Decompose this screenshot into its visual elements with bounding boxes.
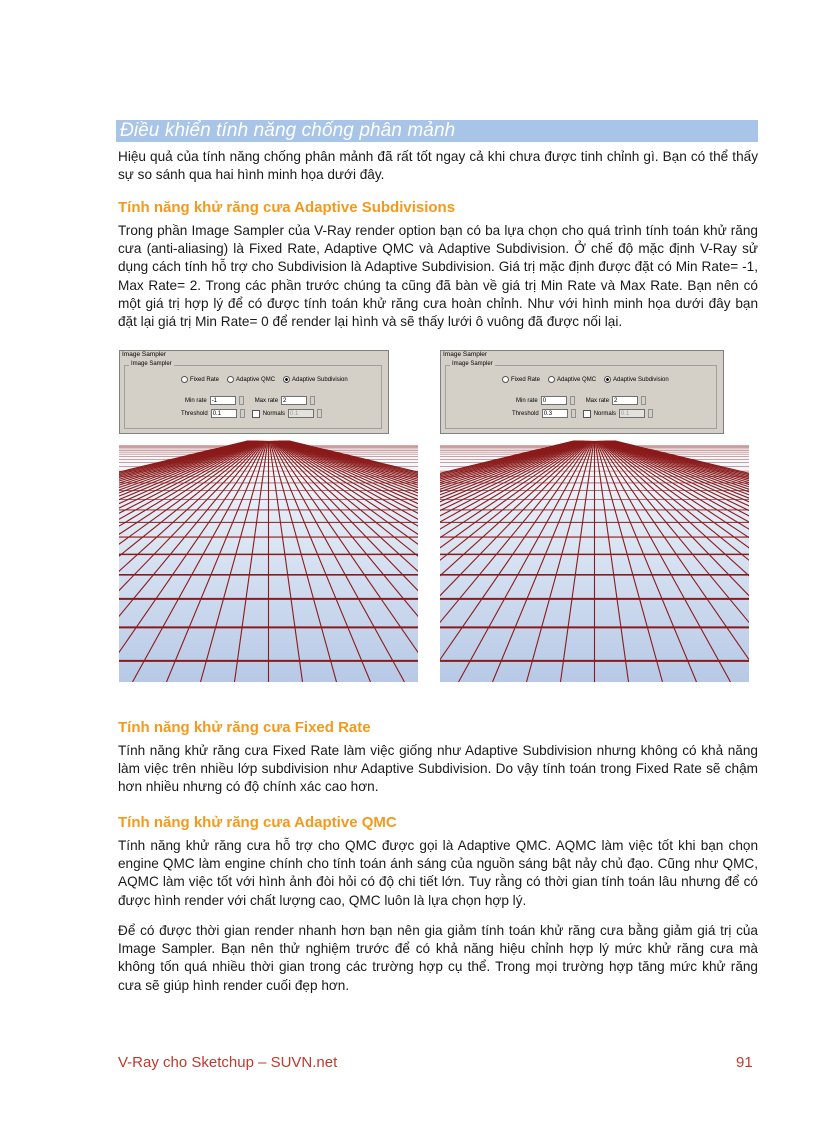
section-title: Điều khiển tính năng chống phân mảnh [120, 120, 456, 141]
image-sampler-group [445, 361, 717, 429]
min-rate-spinner[interactable] [570, 396, 575, 405]
fixed-rate-body: Tính năng khử răng cưa Fixed Rate làm việc giống như Adaptive Subdivision nhưng không có khả năng làm việc trên nhiều lớp subdivision như Adaptive Subdivision. Do vậy tính toán trong Fixed Rate sẽ chậm hơn nhiều nhưng có độ chính xác cao hơn. [118, 743, 758, 795]
max-rate-label: Max rate [254, 397, 279, 404]
threshold-input[interactable]: 0.3 [542, 409, 568, 418]
radio-adaptive-subdivision[interactable]: Adaptive Subdivision [604, 376, 669, 383]
threshold-input[interactable]: 0.1 [211, 409, 237, 418]
normals-input: 0.1 [288, 409, 314, 418]
radio-adaptive-subdivision[interactable]: Adaptive Subdivision [283, 376, 348, 383]
radio-adaptive-qmc[interactable]: Adaptive QMC [548, 376, 596, 383]
min-rate-label: Min rate [185, 397, 207, 404]
adaptive-subdivision-body: Trong phần Image Sampler của V-Ray render option bạn có ba lựa chọn cho quá trình tính toán khử răng cưa (anti-aliasing) là Fixed Rate, Adaptive QMC và Adaptive Subdivision. Ở chế độ mặc định V-Ray sử dụng cách tính hỗ trợ cho Subdivision là Adaptive Subdivision. Giá trị mặc định được đặt có Min Rate= -1, Max Rate= 2. Trong các phần trước chúng ta cũng đã bàn về giá trị Min Rate và Max Rate. Bạn nên có một giá trị hợp lý để có được tính toán khử răng cưa hoàn chỉnh. Như với hình minh họa dưới đây bạn đặt lại giá trị Min Rate= 0 để render lại hình và sẽ thấy lưới ô vuông đã được nối lại. [118, 223, 758, 330]
adaptive-qmc-heading: Tính năng khử răng cưa Adaptive QMC [118, 814, 397, 831]
group-label: Image Sampler [131, 361, 172, 367]
threshold-spinner[interactable] [240, 409, 245, 418]
max-rate-input[interactable]: 2 [612, 396, 638, 405]
max-rate-spinner[interactable] [641, 396, 646, 405]
min-rate-input[interactable]: 0 [541, 396, 567, 405]
min-rate-spinner[interactable] [239, 396, 244, 405]
normals-label: Normals [262, 410, 286, 417]
min-rate-input[interactable]: -1 [210, 396, 236, 405]
image-sampler-group [124, 361, 382, 429]
adaptive-qmc-body: Tính năng khử răng cưa hỗ trợ cho QMC được gọi là Adaptive QMC. AQMC làm việc tốt khi bạn chọn engine QMC làm engine chính cho tính toán ánh sáng của nguồn sáng bật nảy chủ đạo. Cũng như QMC, AQMC làm việc tốt với hình ảnh đòi hỏi có độ chi tiết lớn. Tuy rằng có thời gian tính toán lâu nhưng để có được hình render với chất lượng cao, QMC luôn là lựa chọn hợp lý. [118, 838, 758, 908]
min-rate-label: Min rate [516, 397, 538, 404]
page-number: 91 [736, 1054, 753, 1071]
render-preview-1 [119, 436, 418, 682]
radio-fixed-rate[interactable]: Fixed Rate [502, 376, 540, 383]
max-rate-input[interactable]: 2 [281, 396, 307, 405]
normals-input: 0.1 [619, 409, 645, 418]
threshold-spinner[interactable] [571, 409, 576, 418]
normals-label: Normals [593, 410, 617, 417]
footer-title: V-Ray cho Sketchup – SUVN.net [118, 1054, 338, 1071]
adaptive-subdivision-heading: Tính năng khử răng cưa Adaptive Subdivisions [118, 199, 456, 216]
radio-fixed-rate[interactable]: Fixed Rate [181, 376, 219, 383]
normals-spinner [317, 409, 322, 418]
radio-adaptive-qmc[interactable]: Adaptive QMC [227, 376, 275, 383]
normals-checkbox[interactable] [583, 410, 591, 418]
normals-spinner [648, 409, 653, 418]
group-label: Image Sampler [452, 361, 493, 367]
max-rate-spinner[interactable] [310, 396, 315, 405]
image-sampler-panel-1 [119, 350, 389, 434]
panel-title: Image Sampler [122, 351, 167, 358]
max-rate-label: Max rate [585, 397, 610, 404]
fixed-rate-heading: Tính năng khử răng cưa Fixed Rate [118, 719, 371, 736]
adaptive-qmc-body-2: Để có được thời gian render nhanh hơn bạn nên gia giảm tính toán khử răng cưa bằng giảm giá trị của Image Sampler. Bạn nên thử nghiệm trước để có khả năng hiệu chỉnh hợp lý mức khử răng cưa mà không tốn quá nhiều thời gian trong các trường hợp cụ thể. Trong mọi trường hợp tăng mức khử răng cưa sẽ giúp hình render cuối đẹp hơn. [118, 923, 758, 993]
panel-title: Image Sampler [443, 351, 488, 358]
section-banner [116, 120, 758, 142]
normals-checkbox[interactable] [252, 410, 260, 418]
intro-paragraph: Hiệu quả của tính năng chống phân mảnh đã rất tốt ngay cả khi chưa được tinh chỉnh gì. Bạn có thể thấy sự so sánh qua hai hình minh họa dưới đây. [118, 149, 758, 183]
render-preview-2 [440, 436, 749, 682]
image-sampler-panel-2 [440, 350, 724, 434]
threshold-label: Threshold [181, 410, 208, 417]
threshold-label: Threshold [512, 410, 539, 417]
